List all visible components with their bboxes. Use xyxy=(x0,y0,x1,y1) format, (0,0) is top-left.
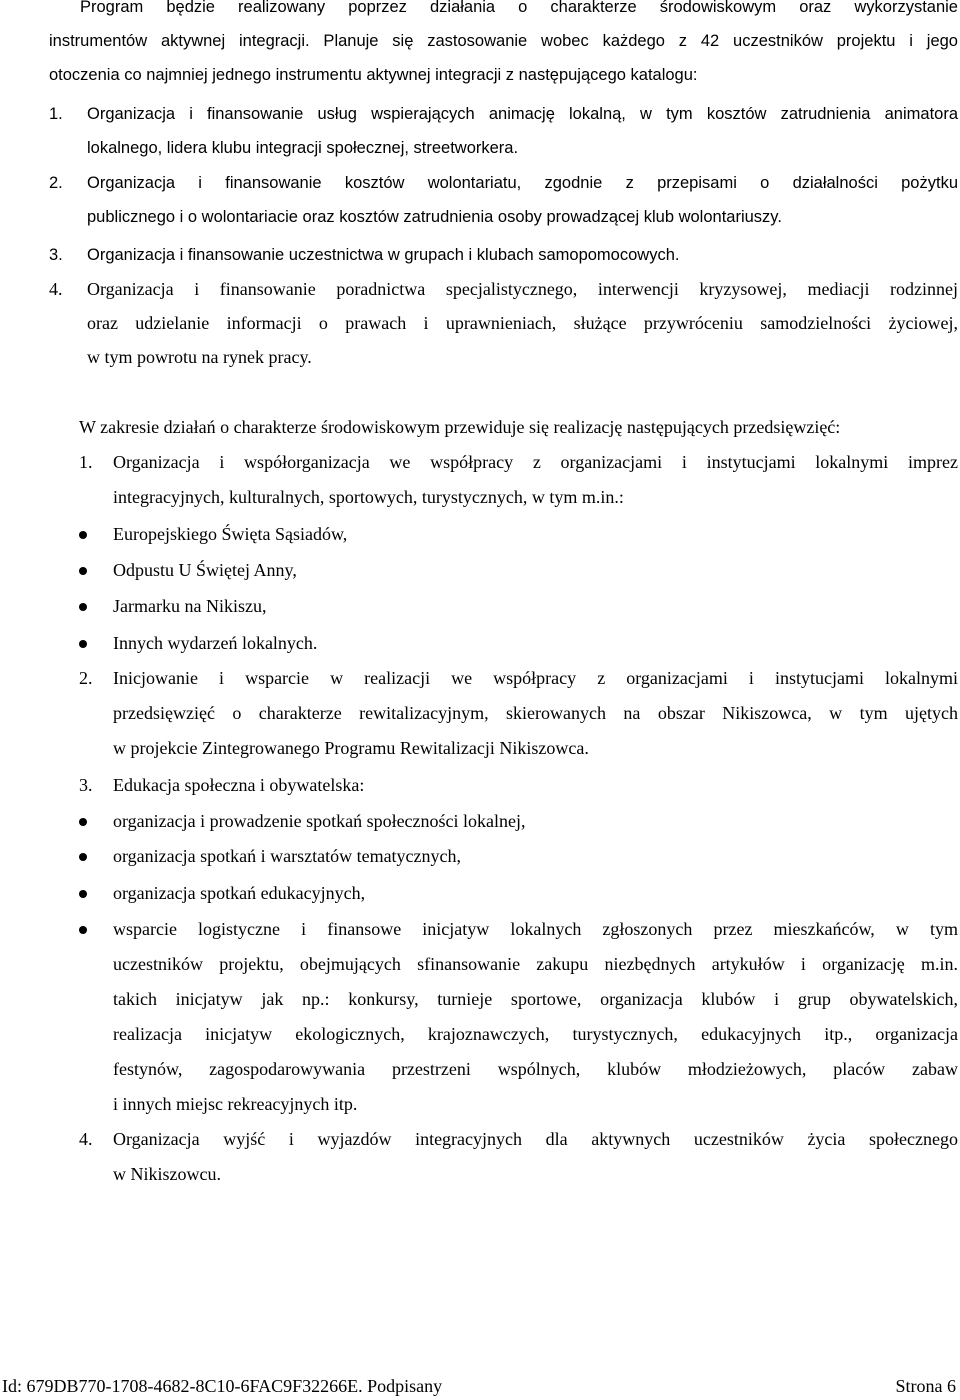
item-line: lokalnego, lidera klubu integracji społecznej, streetworkera. xyxy=(87,139,519,157)
bullet-line: realizacja inicjatyw ekologicznych, krajoznawczych, turystycznych, edukacyjnych itp., organizacja xyxy=(113,1024,958,1044)
bullet-text: organizacja spotkań edukacyjnych, xyxy=(113,883,366,903)
bullet-icon xyxy=(79,567,87,575)
item-line: oraz udzielanie informacji o prawach i uprawnieniach, służące przywróceniu samodzielności życiowej, xyxy=(87,313,958,333)
catalog-item xyxy=(49,238,958,272)
bullet-item xyxy=(79,626,958,661)
item-number: 4. xyxy=(79,1129,93,1149)
item-line: Organizacja i finansowanie usług wspierających animację lokalną, w tym kosztów zatrudnienia animatora xyxy=(87,105,958,123)
footer-page-number: Strona 6 xyxy=(895,1376,956,1396)
section-heading: W zakresie działań o charakterze środowiskowym przewiduje się realizację następujących przedsięwzięć: xyxy=(79,417,841,437)
bullet-item xyxy=(79,804,958,839)
item-line: Organizacja i finansowanie poradnictwa specjalistycznego, interwencji kryzysowej, mediacji rodzinnej xyxy=(87,279,958,299)
bullet-item xyxy=(79,839,958,874)
bullet-icon xyxy=(79,890,87,898)
bullet-icon xyxy=(79,853,87,861)
item-number: 2. xyxy=(79,668,93,688)
footer-document-id: Id: 679DB770-1708-4682-8C10-6FAC9F32266E. Podpisany xyxy=(2,1376,443,1396)
item-line: Organizacja i współorganizacja we współpracy z organizacjami i instytucjami lokalnymi imprez xyxy=(113,452,958,472)
bullet-icon xyxy=(79,531,87,539)
item-number: 1. xyxy=(79,452,93,472)
item-line: w projekcie Zintegrowanego Programu Rewitalizacji Nikiszowca. xyxy=(113,738,589,758)
bullet-text-block xyxy=(113,912,958,1122)
item-number: 2. xyxy=(49,174,63,192)
bullet-text: Innych wydarzeń lokalnych. xyxy=(113,633,318,653)
bullet-line: takich inicjatyw jak np.: konkursy, turnieje sportowe, organizacja klubów i grup obywatelskich, xyxy=(113,989,958,1009)
catalog-item xyxy=(49,272,958,374)
item-line: Organizacja wyjść i wyjazdów integracyjnych dla aktywnych uczestników życia społecznego xyxy=(113,1129,958,1149)
item-number: 1. xyxy=(49,105,63,123)
bullet-text: organizacja spotkań i warsztatów tematycznych, xyxy=(113,846,462,866)
item-line: Edukacja społeczna i obywatelska: xyxy=(113,775,365,795)
bullet-icon xyxy=(79,926,87,934)
item-number: 4. xyxy=(49,279,63,299)
item-number: 3. xyxy=(49,246,63,264)
item-line: publicznego i o wolontariacie oraz kosztów zatrudnienia osoby prowadzącej klub wolontariuszy. xyxy=(87,208,782,226)
bullet-icon xyxy=(79,818,87,826)
bullet-text: Europejskiego Święta Sąsiadów, xyxy=(113,524,348,544)
numbered-item xyxy=(79,768,958,803)
bullet-line: i innych miejsc rekreacyjnych itp. xyxy=(113,1094,358,1114)
item-line: Organizacja i finansowanie kosztów wolontariatu, zgodnie z przepisami o działalności pożytku xyxy=(87,174,958,192)
numbered-item xyxy=(79,661,958,766)
item-line: Organizacja i finansowanie uczestnictwa w grupach i klubach samopomocowych. xyxy=(87,246,680,264)
bullet-item xyxy=(79,589,958,624)
item-line: w tym powrotu na rynek pracy. xyxy=(87,347,312,367)
item-line: Inicjowanie i wsparcie w realizacji we współpracy z organizacjami i instytucjami lokalnymi xyxy=(113,668,958,688)
bullet-icon xyxy=(79,603,87,611)
numbered-item xyxy=(79,1122,958,1192)
item-line: przedsięwzięć o charakterze rewitalizacyjnym, skierowanych na obszar Nikiszowca, w tym ujętych xyxy=(113,703,958,723)
item-line: integracyjnych, kulturalnych, sportowych, turystycznych, w tym m.in.: xyxy=(113,487,624,507)
bullet-item xyxy=(79,517,958,552)
bullet-text: Jarmarku na Nikiszu, xyxy=(113,596,267,616)
bullet-line: uczestników projektu, obejmujących sfinansowanie zakupu niezbędnych artykułów i organizację m.in. xyxy=(113,954,958,974)
numbered-item xyxy=(79,445,958,515)
intro-line: otoczenia co najmniej jednego instrumentu aktywnej integracji z następującego katalogu: xyxy=(49,66,698,84)
bullet-item xyxy=(79,553,958,588)
intro-line: instrumentów aktywnej integracji. Planuje się zastosowanie wobec każdego z 42 uczestników projektu i jego xyxy=(49,32,958,50)
catalog-item xyxy=(49,166,958,234)
bullet-line: wsparcie logistyczne i finansowe inicjatyw lokalnych zgłoszonych przez mieszkańców, w tym xyxy=(113,919,958,939)
item-number: 3. xyxy=(79,775,93,795)
bullet-item xyxy=(79,876,958,911)
bullet-line: festynów, zagospodarowywania przestrzeni wspólnych, klubów młodzieżowych, placów zabaw xyxy=(113,1059,958,1079)
bullet-text: Odpustu U Świętej Anny, xyxy=(113,560,297,580)
bullet-icon xyxy=(79,640,87,648)
catalog-item xyxy=(49,97,958,165)
item-line: w Nikiszowcu. xyxy=(113,1164,221,1184)
bullet-item xyxy=(79,912,958,1122)
bullet-text: organizacja i prowadzenie spotkań społeczności lokalnej, xyxy=(113,811,526,831)
intro-paragraph xyxy=(49,0,958,92)
intro-line: Program będzie realizowany poprzez działania o charakterze środowiskowym oraz wykorzystanie xyxy=(80,0,958,16)
